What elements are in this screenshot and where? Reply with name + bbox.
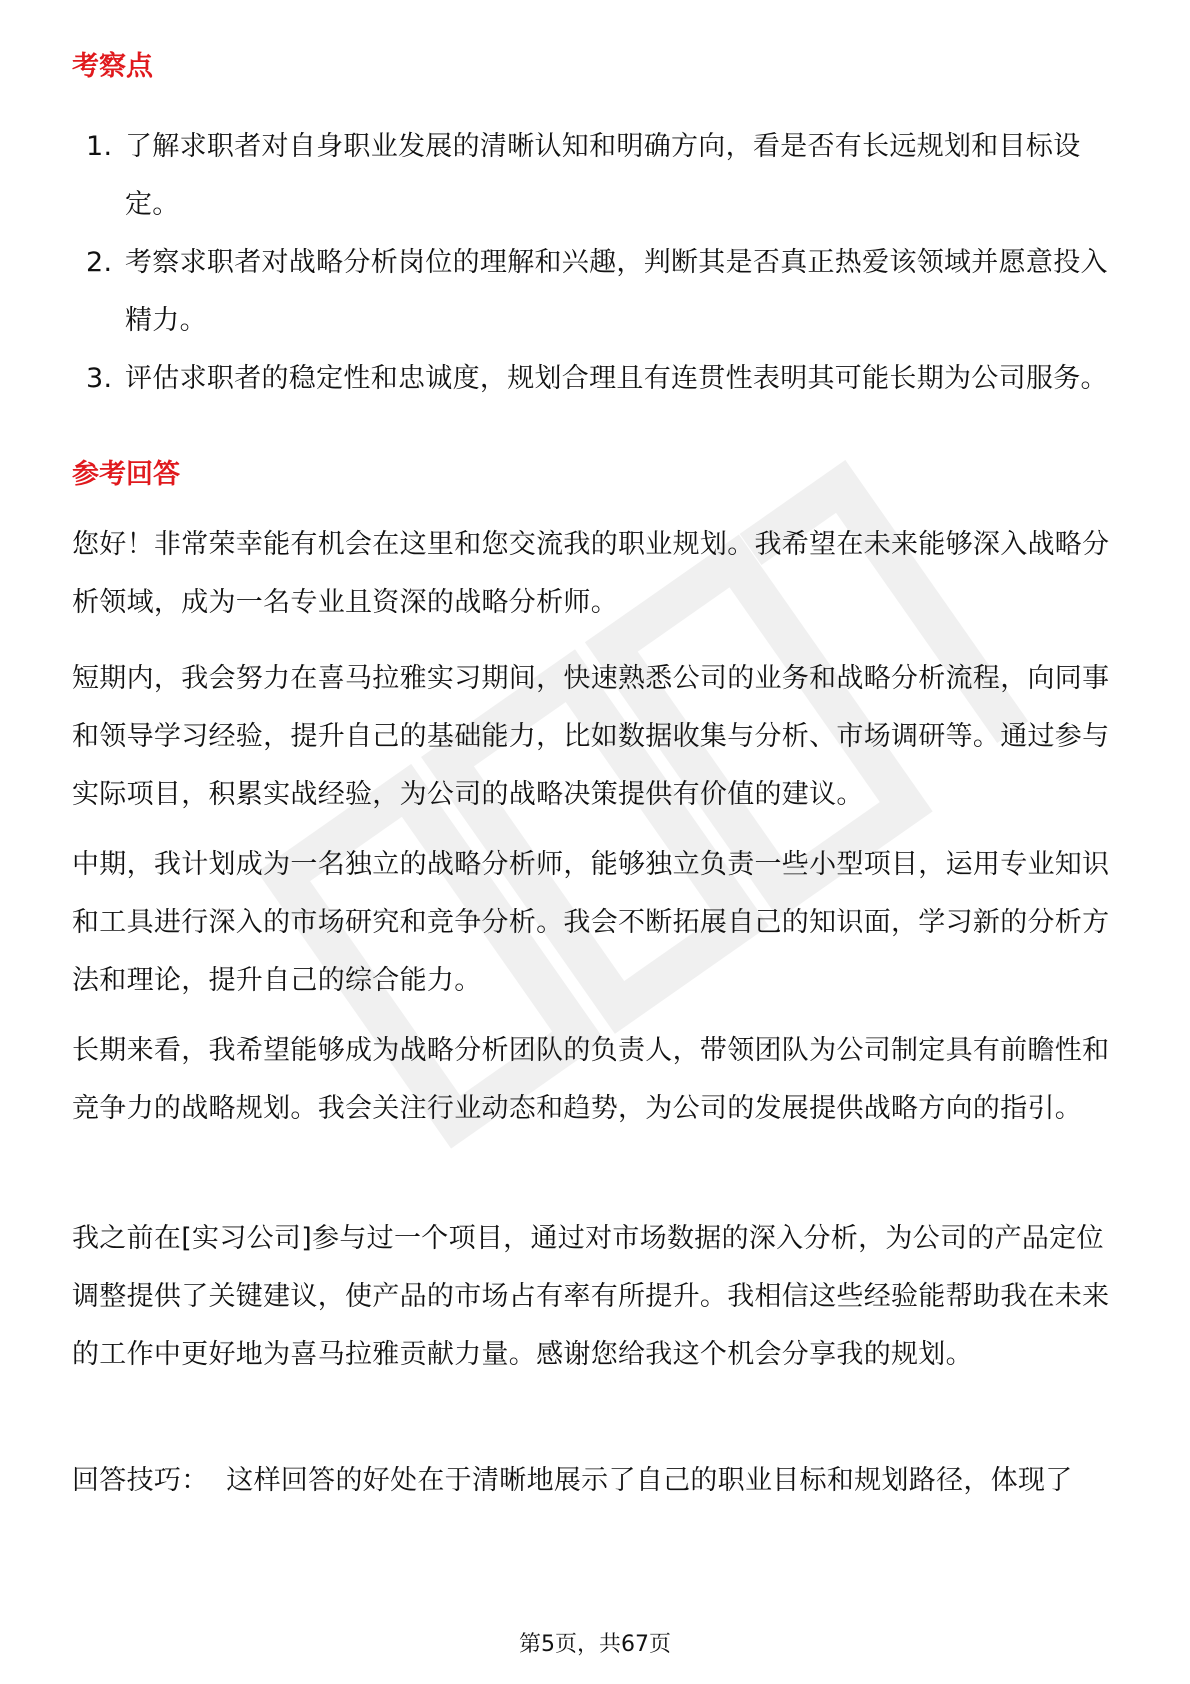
exam-points-list: [72, 118, 1122, 408]
answer-tip-paragraph: 回答技巧： 这样回答的好处在于清晰地展示了自己的职业目标和规划路径，体现了: [72, 1465, 1073, 1496]
answer-paragraph: 长期来看，我希望能够成为战略分析团队的负责人，带领团队为公司制定具有前瞻性和竞争力的战略规划。我会关注行业动态和趋势，为公司的发展提供战略方向的指引。: [72, 1035, 1110, 1124]
page-number-footer: 第5页，共67页: [519, 1632, 671, 1657]
answer-paragraph: 中期，我计划成为一名独立的战略分析师，能够独立负责一些小型项目，运用专业知识和工具进行深入的市场研究和竞争分析。我会不断拓展自己的知识面，学习新的分析方法和理论，提升自己的综合能力。: [72, 849, 1110, 996]
answer-paragraph: 您好！非常荣幸能有机会在这里和您交流我的职业规划。我希望在未来能够深入战略分析领域，成为一名专业且资深的战略分析师。: [72, 529, 1110, 618]
exam-points-title: 考察点: [72, 51, 153, 82]
reference-answer-title: 参考回答: [72, 459, 180, 490]
list-item-text: 了解求职者对自身职业发展的清晰认知和明确方向，看是否有长远规划和目标设定。: [125, 131, 1081, 220]
answer-paragraph: 短期内，我会努力在喜马拉雅实习期间，快速熟悉公司的业务和战略分析流程，向同事和领导学习经验，提升自己的基础能力，比如数据收集与分析、市场调研等。通过参与实际项目，积累实战经验，为公司的战略决策提供有价值的建议。: [72, 663, 1110, 810]
list-item-number: 2.: [86, 247, 113, 278]
list-item: [72, 350, 1122, 408]
list-item: [72, 118, 1122, 234]
answer-paragraph: 我之前在[实习公司]参与过一个项目，通过对市场数据的深入分析，为公司的产品定位调整提供了关键建议，使产品的市场占有率有所提升。我相信这些经验能帮助我在未来的工作中更好地为喜马拉雅贡献力量。感谢您给我这个机会分享我的规划。: [72, 1223, 1110, 1370]
list-item-number: 3.: [86, 363, 113, 394]
list-item-text: 考察求职者对战略分析岗位的理解和兴趣，判断其是否真正热爱该领域并愿意投入精力。: [125, 247, 1108, 336]
list-item: [72, 234, 1122, 350]
list-item-text: 评估求职者的稳定性和忠诚度，规划合理且有连贯性表明其可能长期为公司服务。: [125, 363, 1108, 394]
list-item-number: 1.: [86, 131, 113, 162]
